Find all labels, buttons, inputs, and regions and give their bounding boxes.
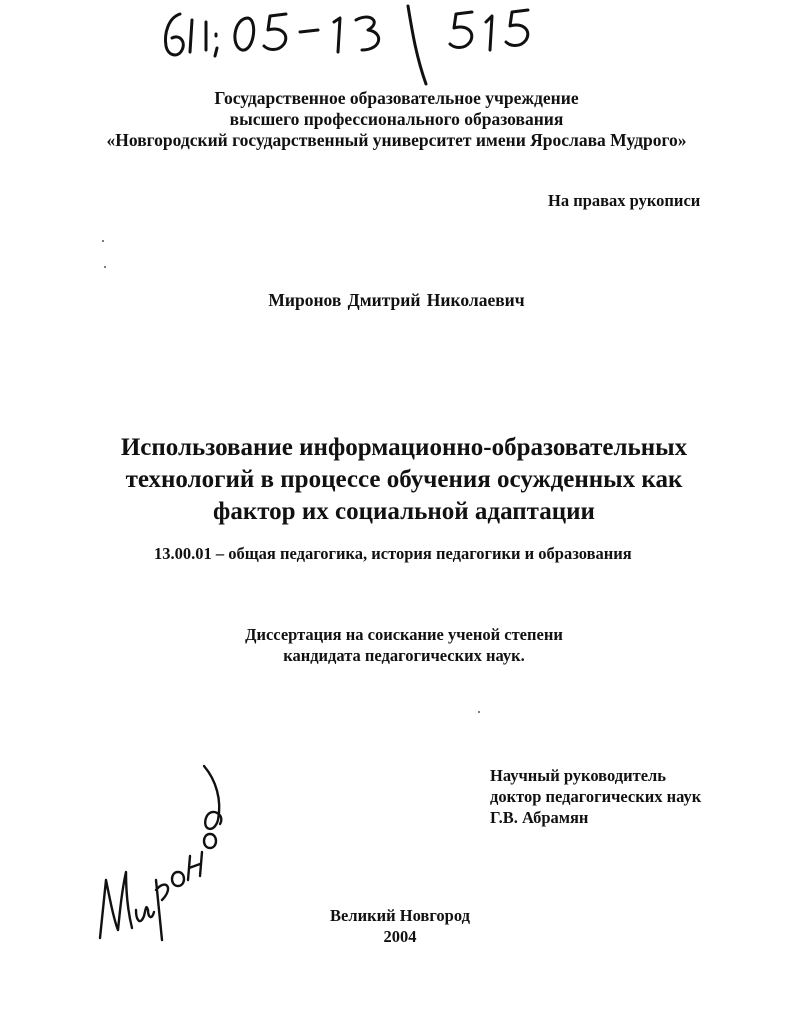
publication-year: 2004 xyxy=(383,927,417,946)
institution-header xyxy=(0,88,793,151)
signature-text: Миронов xyxy=(92,760,96,761)
supervisor-role: Научный руководитель xyxy=(490,766,666,785)
scan-speck xyxy=(102,240,104,242)
archive-number-text: 61: 05-13/515 xyxy=(150,0,156,1)
supervisor-name: Г.В. Абрамян xyxy=(490,808,589,827)
degree-line-1: Диссертация на соискание ученой степени xyxy=(245,625,563,644)
degree-statement xyxy=(0,624,793,666)
supervisor-degree: доктор педагогических наук xyxy=(490,787,702,806)
degree-line-2: кандидата педагогических наук. xyxy=(283,646,525,665)
scan-speck xyxy=(104,266,106,268)
thesis-title-line-3: фактор их социальной адаптации xyxy=(213,498,595,525)
scan-speck xyxy=(478,711,480,713)
handwritten-archive-number xyxy=(150,0,570,90)
manuscript-note: На правах рукописи xyxy=(548,191,701,210)
supervisor-block xyxy=(490,765,701,828)
institution-line-1: Государственное образовательное учреждение xyxy=(214,88,579,108)
place-and-year xyxy=(0,905,793,947)
specialty-code: 13.00.01 – общая педагогика, история педагогики и образования xyxy=(154,544,632,563)
author-name: Миронов Дмитрий Николаевич xyxy=(268,290,525,310)
thesis-title xyxy=(0,432,793,528)
institution-line-2: высшего профессионального образования xyxy=(229,109,564,129)
thesis-title-line-1: Использование информационно-образовательных xyxy=(120,434,688,461)
place-city: Великий Новгород xyxy=(330,906,470,925)
institution-line-3: «Новгородский государственный университет имени Ярослава Мудрого» xyxy=(106,130,687,150)
thesis-title-line-2: технологий в процессе обучения осужденных как xyxy=(125,466,683,493)
